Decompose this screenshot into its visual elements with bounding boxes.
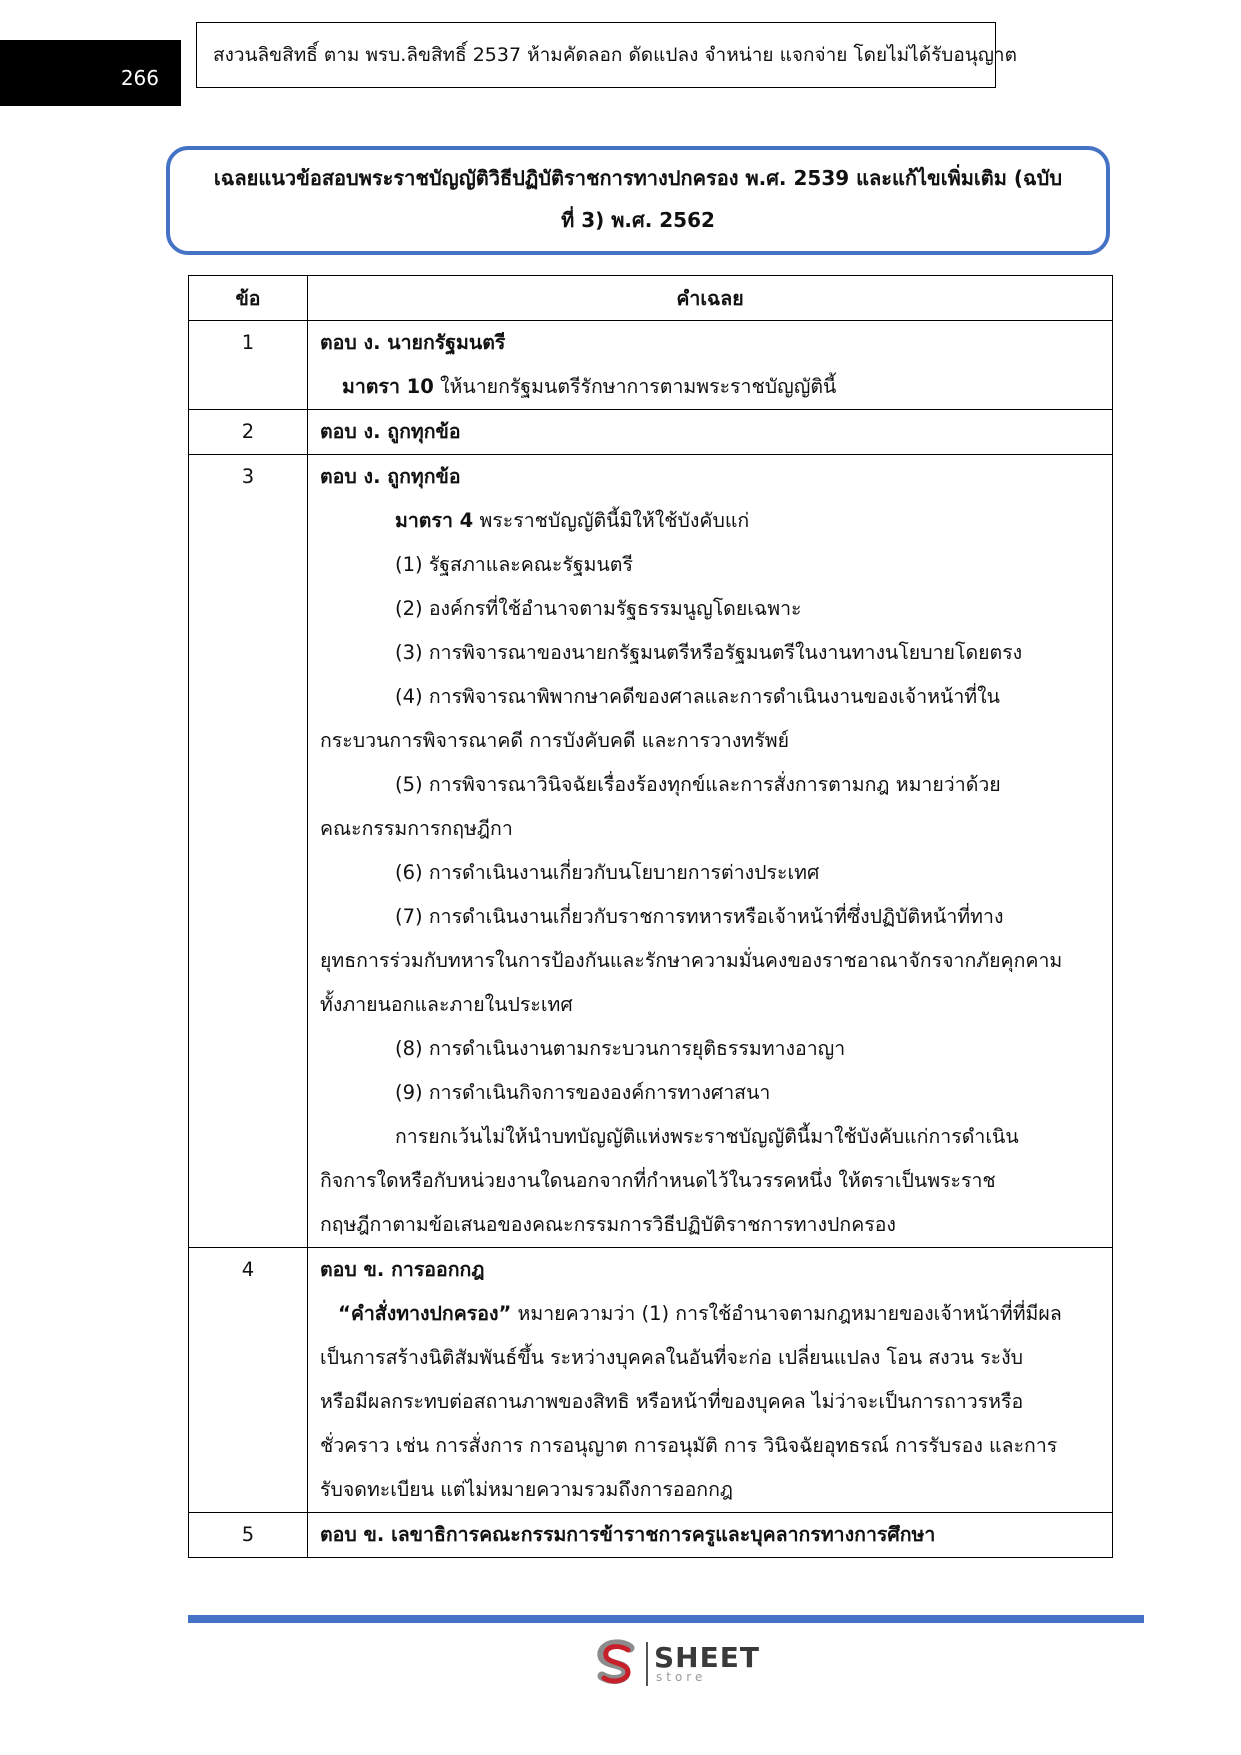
definition-line: รับจดทะเบียน แต่ไม่หมายความรวมถึงการออกกฎ	[320, 1478, 734, 1501]
exemption-item-cont: คณะกรรมการกฤษฎีกา	[320, 817, 513, 840]
exemption-paragraph: การยกเว้นไม่ให้นำบทบัญญัติแห่งพระราชบัญญัตินี้มาใช้บังคับแก่การดำเนิน	[395, 1125, 1019, 1148]
table-row	[189, 1248, 1113, 1513]
table-row	[189, 455, 1113, 1248]
definition-line: ชั่วคราว เช่น การสั่งการ การอนุญาต การอนุมัติ การ วินิจฉัยอุทธรณ์ การรับรอง และการ	[320, 1434, 1058, 1457]
column-header-number: ข้อ	[189, 276, 308, 321]
defined-term: “คำสั่งทางปกครอง”	[338, 1302, 512, 1325]
section-text: พระราชบัญญัตินี้มิให้ใช้บังคับแก่	[473, 509, 750, 532]
column-header-answer: คำเฉลย	[308, 276, 1113, 321]
logo-word: SHEET	[654, 1641, 760, 1674]
table-header-row	[189, 276, 1113, 321]
answer-table	[188, 275, 1113, 1558]
row-number: 2	[189, 410, 308, 455]
title-line-1: เฉลยแนวข้อสอบพระราชบัญญัติวิธีปฏิบัติราชการทางปกครอง พ.ศ. 2539 และแก้ไขเพิ่มเติม (ฉบับ	[213, 166, 1063, 190]
row-number: 5	[189, 1513, 308, 1558]
exemption-item: (4) การพิจารณาพิพากษาคดีของศาลและการดำเนินงานของเจ้าหน้าที่ใน	[395, 685, 1001, 708]
row-number: 3	[189, 455, 308, 1248]
section-ref: มาตรา 10	[342, 375, 434, 398]
answer-choice: ตอบ ง. นายกรัฐมนตรี	[320, 331, 506, 354]
table-row	[189, 410, 1113, 455]
sheet-store-logo	[590, 1638, 770, 1690]
table-row	[189, 321, 1113, 410]
row-number: 1	[189, 321, 308, 410]
title-line-2: ที่ 3) พ.ศ. 2562	[561, 208, 715, 232]
answer-choice: ตอบ ข. การออกกฎ	[320, 1258, 485, 1281]
answer-choice: ตอบ ข. เลขาธิการคณะกรรมการข้าราชการครูและบุคลากรทางการศึกษา	[320, 1523, 936, 1546]
section-text: ให้นายกรัฐมนตรีรักษาการตามพระราชบัญญัตินี้	[433, 375, 837, 398]
section-ref: มาตรา 4	[395, 509, 474, 532]
answer-cell	[308, 321, 1113, 410]
exemption-item: (5) การพิจารณาวินิจฉัยเรื่องร้องทุกข์และการสั่งการตามกฎ หมายว่าด้วย	[395, 773, 1001, 796]
exemption-item: (9) การดำเนินกิจการขององค์การทางศาสนา	[395, 1081, 771, 1104]
answer-cell	[308, 410, 1113, 455]
exemption-paragraph-cont: กฤษฎีกาตามข้อเสนอของคณะกรรมการวิธีปฏิบัติราชการทางปกครอง	[320, 1213, 896, 1236]
exemption-item: (1) รัฐสภาและคณะรัฐมนตรี	[395, 553, 633, 576]
copyright-header	[196, 22, 1017, 88]
copyright-text: สงวนลิขสิทธิ์ ตาม พรบ.ลิขสิทธิ์ 2537 ห้ามคัดลอก ดัดแปลง จำหน่าย แจกจ่าย โดยไม่ได้รับอนุญาต	[213, 44, 1017, 66]
definition-line: หรือมีผลกระทบต่อสถานภาพของสิทธิ หรือหน้าที่ของบุคคล ไม่ว่าจะเป็นการถาวรหรือ	[320, 1390, 1024, 1413]
row-number: 4	[189, 1248, 308, 1513]
definition-line	[320, 1292, 1100, 1336]
exemption-paragraph-cont: กิจการใดหรือกับหน่วยงานใดนอกจากที่กำหนดไว้ในวรรคหนึ่ง ให้ตราเป็นพระราช	[320, 1169, 996, 1192]
exemption-item-cont: ยุทธการร่วมกับทหารในการป้องกันและรักษาความมั่นคงของราชอาณาจักรจากภัยคุกคาม	[320, 949, 1063, 972]
exemption-item: (7) การดำเนินงานเกี่ยวกับราชการทหารหรือเจ้าหน้าที่ซึ่งปฏิบัติหน้าที่ทาง	[395, 905, 1004, 928]
exemption-item-cont: ทั้งภายนอกและภายในประเทศ	[320, 993, 573, 1016]
answer-detail	[320, 365, 1100, 409]
answer-choice: ตอบ ง. ถูกทุกข้อ	[320, 465, 461, 488]
logo-subtext: store	[656, 1670, 707, 1684]
exemption-item-cont: กระบวนการพิจารณาคดี การบังคับคดี และการวางทรัพย์	[320, 729, 789, 752]
definition-text: หมายความว่า (1) การใช้อำนาจตามกฎหมายของเจ้าหน้าที่ที่มีผล	[511, 1302, 1062, 1325]
section-line	[320, 499, 1100, 543]
page-title	[166, 146, 1110, 255]
page-number-box	[0, 40, 181, 106]
answer-choice: ตอบ ง. ถูกทุกข้อ	[320, 420, 461, 443]
table-row	[189, 1513, 1113, 1558]
answer-cell	[308, 1248, 1113, 1513]
sheet-store-logo-icon	[590, 1638, 642, 1690]
definition-line: เป็นการสร้างนิติสัมพันธ์ขึ้น ระหว่างบุคคลในอันที่จะก่อ เปลี่ยนแปลง โอน สงวน ระงับ	[320, 1346, 1023, 1369]
answer-cell	[308, 1513, 1113, 1558]
exemption-item: (8) การดำเนินงานตามกระบวนการยุติธรรมทางอาญา	[395, 1037, 846, 1060]
logo-text	[654, 1641, 760, 1684]
footer-rule	[188, 1615, 1144, 1623]
answer-cell	[308, 455, 1113, 1248]
page-number: 266	[120, 66, 159, 90]
exemption-item: (3) การพิจารณาของนายกรัฐมนตรีหรือรัฐมนตรีในงานทางนโยบายโดยตรง	[395, 641, 1023, 664]
exemption-item: (6) การดำเนินงานเกี่ยวกับนโยบายการต่างประเทศ	[395, 861, 820, 884]
exemption-item: (2) องค์กรที่ใช้อำนาจตามรัฐธรรมนูญโดยเฉพาะ	[395, 597, 802, 620]
logo-separator	[646, 1642, 648, 1686]
